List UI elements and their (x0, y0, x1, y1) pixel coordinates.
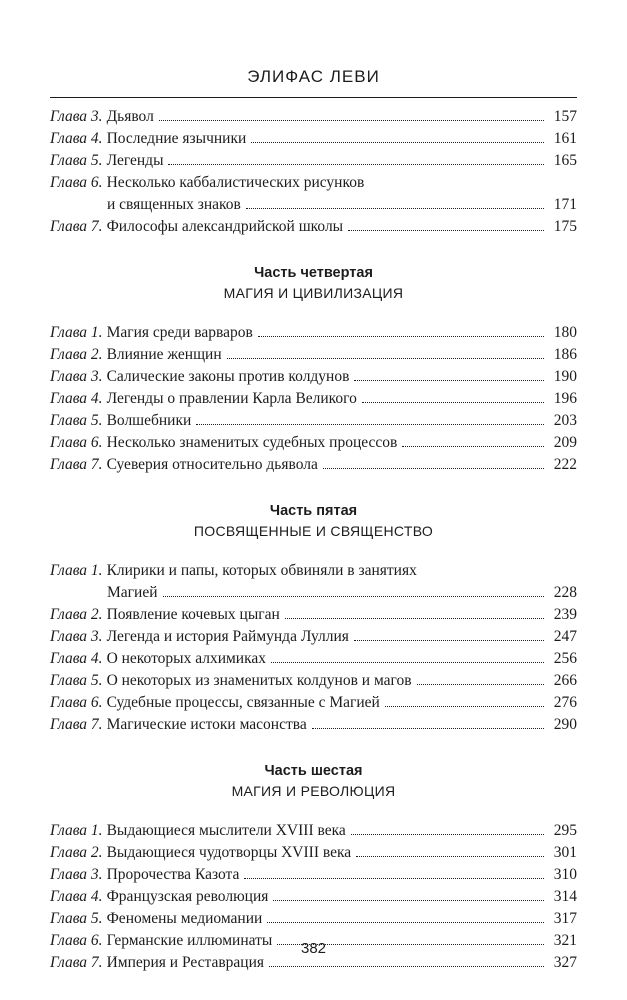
chapter-number: Глава 5. (50, 412, 103, 429)
dot-leader (163, 596, 545, 597)
dot-leader (258, 336, 544, 337)
running-head: ЭЛИФАС ЛЕВИ (247, 67, 380, 86)
chapter-number: Глава 6. (50, 434, 103, 451)
page-ref: 301 (553, 844, 577, 861)
chapter-title: Философы александрийской школы (106, 218, 344, 235)
page-ref: 266 (553, 672, 577, 689)
chapter-title: Легенда и история Раймунда Луллия (106, 628, 349, 645)
toc-entry (50, 172, 577, 194)
chapter-number: Глава 5. (50, 910, 103, 927)
page-ref: 314 (553, 888, 577, 905)
chapter-title: Магические истоки масонства (106, 716, 307, 733)
dot-leader (354, 380, 544, 381)
toc-entry (50, 670, 577, 692)
chapter-title: Волшебники (106, 412, 192, 429)
part-label: Часть пятая (269, 503, 358, 519)
chapter-title: Появление кочевых цыган (106, 606, 280, 623)
chapter-number: Глава 3. (50, 368, 103, 385)
toc-entry (50, 150, 577, 172)
page-ref: 165 (553, 152, 577, 169)
chapter-title: Несколько знаменитых судебных процессов (106, 434, 398, 451)
page-ref: 180 (553, 324, 577, 341)
page-ref: 222 (553, 456, 577, 473)
chapter-number: Глава 7. (50, 218, 103, 235)
toc-entry (50, 216, 577, 238)
chapter-number: Глава 4. (50, 130, 103, 147)
page-ref: 276 (553, 694, 577, 711)
chapter-number: Глава 3. (50, 628, 103, 645)
chapter-number: Глава 7. (50, 716, 103, 733)
dot-leader (417, 684, 544, 685)
dot-leader (168, 164, 544, 165)
chapter-title: Выдающиеся чудотворцы XVIII века (106, 844, 352, 861)
part-title: МАГИЯ И РЕВОЛЮЦИЯ (231, 783, 396, 799)
page-number: 382 (300, 940, 327, 957)
dot-leader (362, 402, 544, 403)
toc-entry (50, 106, 577, 128)
toc-entry (50, 692, 577, 714)
part-title: ПОСВЯЩЕННЫЕ И СВЯЩЕНСТВО (193, 523, 434, 539)
chapter-title-continuation: Магией (107, 584, 158, 601)
chapter-title: Легенды (106, 152, 164, 169)
chapter-number: Глава 7. (50, 456, 103, 473)
toc-entry (50, 388, 577, 410)
chapter-number: Глава 7. (50, 954, 103, 971)
dot-leader (354, 640, 544, 641)
chapter-title: Несколько каббалистических рисунков (106, 174, 365, 191)
page-ref: 157 (553, 108, 577, 125)
chapter-title: Салические законы против колдунов (106, 368, 350, 385)
chapter-title: Клирики и папы, которых обвиняли в занятиях (106, 562, 417, 579)
page-ref: 190 (553, 368, 577, 385)
page-ref: 295 (553, 822, 577, 839)
toc-entry (50, 128, 577, 150)
chapter-number: Глава 3. (50, 108, 103, 125)
toc-entry (50, 432, 577, 454)
toc-entry (50, 560, 577, 582)
dot-leader (312, 728, 544, 729)
page-ref: 290 (553, 716, 577, 733)
table-of-contents (50, 106, 577, 974)
part-heading (50, 238, 577, 322)
dot-leader (246, 208, 544, 209)
chapter-title: Дьявол (106, 108, 154, 125)
dot-leader (351, 834, 544, 835)
chapter-title-continuation: и священных знаков (107, 196, 241, 213)
toc-entry-continuation (50, 194, 577, 216)
toc-entry (50, 410, 577, 432)
page-ref: 239 (553, 606, 577, 623)
part-heading (50, 476, 577, 560)
part-label: Часть шестая (264, 763, 363, 779)
page-ref: 327 (553, 954, 577, 971)
toc-entry (50, 886, 577, 908)
dot-leader (348, 230, 544, 231)
chapter-number: Глава 3. (50, 866, 103, 883)
dot-leader (356, 856, 544, 857)
chapter-number: Глава 5. (50, 672, 103, 689)
chapter-title: Феномены медиомании (106, 910, 263, 927)
chapter-number: Глава 4. (50, 888, 103, 905)
chapter-title: Судебные процессы, связанные с Магией (106, 694, 380, 711)
toc-section (50, 476, 577, 736)
dot-leader (251, 142, 544, 143)
page-ref: 196 (553, 390, 577, 407)
chapter-number: Глава 2. (50, 606, 103, 623)
page-ref: 247 (553, 628, 577, 645)
toc-entry (50, 648, 577, 670)
toc-section (50, 736, 577, 974)
page-ref: 161 (553, 130, 577, 147)
toc-entry (50, 604, 577, 626)
chapter-title: О некоторых из знаменитых колдунов и магов (106, 672, 412, 689)
page-ref: 175 (553, 218, 577, 235)
dot-leader (244, 878, 544, 879)
page-ref: 186 (553, 346, 577, 363)
toc-entry (50, 344, 577, 366)
header-rule (50, 97, 577, 98)
toc-entry (50, 366, 577, 388)
chapter-number: Глава 2. (50, 844, 103, 861)
toc-entry (50, 714, 577, 736)
dot-leader (269, 966, 544, 967)
toc-entry (50, 454, 577, 476)
part-label: Часть четвертая (254, 265, 373, 281)
dot-leader (227, 358, 544, 359)
chapter-number: Глава 1. (50, 822, 103, 839)
toc-entry-continuation (50, 582, 577, 604)
part-title: МАГИЯ И ЦИВИЛИЗАЦИЯ (223, 285, 404, 301)
page-ref: 209 (553, 434, 577, 451)
chapter-title: Империя и Реставрация (106, 954, 265, 971)
page-ref: 228 (553, 584, 577, 601)
dot-leader (271, 662, 544, 663)
dot-leader (323, 468, 544, 469)
page-ref: 321 (553, 932, 577, 949)
toc-entry (50, 626, 577, 648)
dot-leader (285, 618, 544, 619)
toc-section (50, 106, 577, 238)
chapter-number: Глава 2. (50, 346, 103, 363)
chapter-title: Французская революция (106, 888, 269, 905)
toc-entry (50, 908, 577, 930)
toc-section (50, 238, 577, 476)
page-ref: 203 (553, 412, 577, 429)
dot-leader (385, 706, 544, 707)
chapter-title: Пророчества Казота (106, 866, 240, 883)
page-ref: 171 (553, 196, 577, 213)
toc-entry (50, 842, 577, 864)
dot-leader (267, 922, 544, 923)
dot-leader (273, 900, 544, 901)
chapter-title: Легенды о правлении Карла Великого (106, 390, 357, 407)
part-heading (50, 736, 577, 820)
chapter-number: Глава 4. (50, 390, 103, 407)
chapter-number: Глава 5. (50, 152, 103, 169)
dot-leader (196, 424, 544, 425)
dot-leader (159, 120, 544, 121)
toc-entry (50, 322, 577, 344)
chapter-title: О некоторых алхимиках (106, 650, 267, 667)
chapter-title: Влияние женщин (106, 346, 222, 363)
chapter-title: Последние язычники (106, 130, 247, 147)
chapter-title: Суеверия относительно дьявола (106, 456, 318, 473)
chapter-title: Германские иллюминаты (106, 932, 273, 949)
page-ref: 256 (553, 650, 577, 667)
dot-leader (402, 446, 544, 447)
page-ref: 317 (553, 910, 577, 927)
chapter-number: Глава 6. (50, 932, 103, 949)
chapter-number: Глава 4. (50, 650, 103, 667)
toc-entry (50, 864, 577, 886)
chapter-title: Магия среди варваров (106, 324, 253, 341)
page-ref: 310 (553, 866, 577, 883)
chapter-number: Глава 6. (50, 694, 103, 711)
chapter-number: Глава 6. (50, 174, 103, 191)
chapter-number: Глава 1. (50, 562, 103, 579)
chapter-title: Выдающиеся мыслители XVIII века (106, 822, 346, 839)
chapter-number: Глава 1. (50, 324, 103, 341)
toc-entry (50, 820, 577, 842)
